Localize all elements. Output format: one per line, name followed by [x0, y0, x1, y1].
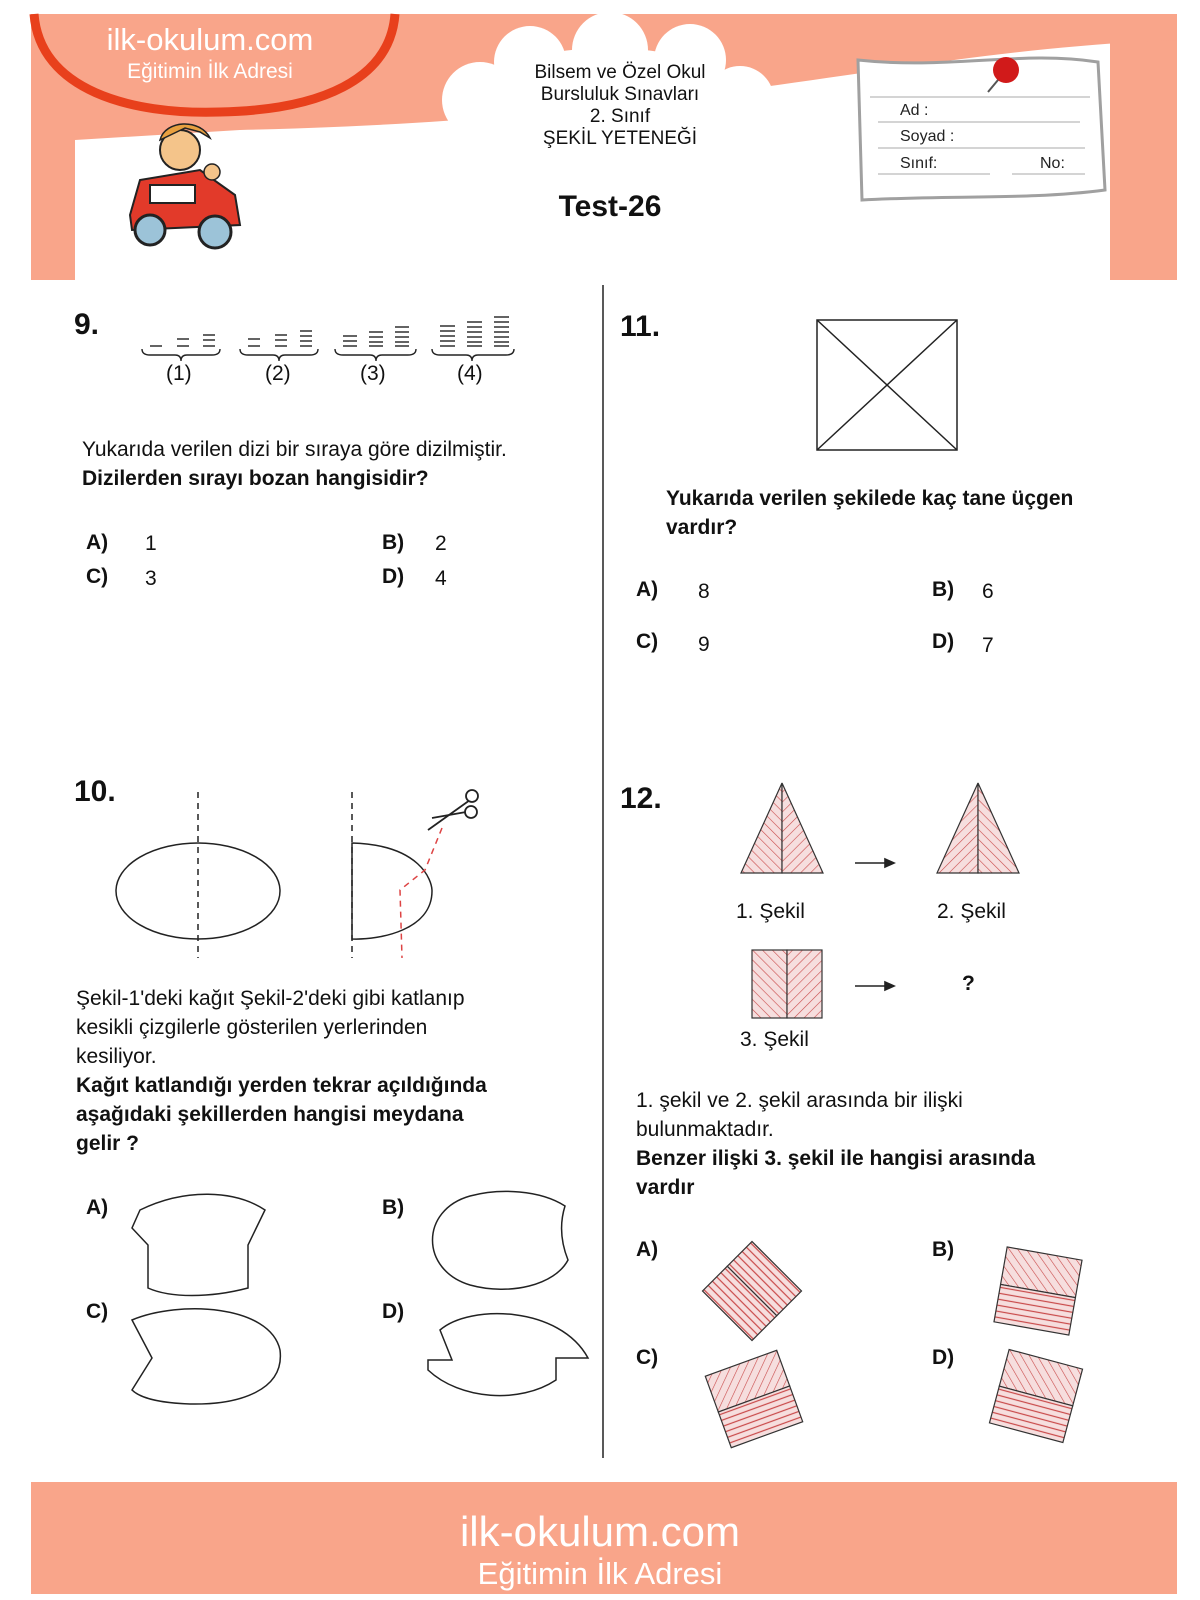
q11-option-b-letter[interactable]: B) [932, 578, 955, 601]
q12-text-line: 1. şekil ve 2. şekil arasında bir ilişki [636, 1089, 963, 1112]
q9-text: Yukarıda verilen dizi bir sıraya göre dizilmiştir. [82, 438, 507, 461]
card-no-label: No: [1040, 155, 1065, 172]
q9-option-d-letter[interactable]: D) [382, 565, 405, 588]
q10-figure-2 [352, 792, 442, 958]
student-card [858, 57, 1105, 200]
q11-number: 11. [620, 310, 661, 343]
card-ad-label: Ad : [900, 102, 929, 119]
q10-text-line: kesiliyor. [76, 1045, 157, 1068]
q12-figure-2 [937, 783, 1019, 873]
q9-option-b-letter[interactable]: B) [382, 531, 405, 554]
q10-option-b[interactable]: B) [382, 1196, 405, 1219]
q12-figure-1 [741, 783, 823, 873]
logo-slogan: Eğitimin İlk Adresi [127, 60, 293, 83]
q9-number: 9. [74, 308, 100, 341]
q12-fig1-label: 1. Şekil [736, 900, 805, 923]
q12-fig2-label: 2. Şekil [937, 900, 1006, 923]
q10-option-a-shape [132, 1194, 265, 1295]
cloud-line: Bursluluk Sınavları [540, 84, 700, 105]
q12-fig3-label: 3. Şekil [740, 1028, 809, 1051]
q11-option-a-letter[interactable]: A) [636, 578, 659, 601]
q9-line-groups [142, 317, 514, 361]
card-soyad-label: Soyad : [900, 128, 955, 145]
scissors-icon [428, 790, 478, 830]
q10-figure-1 [116, 792, 280, 958]
q12-arrows [855, 859, 894, 990]
q11-option-d-letter[interactable]: D) [932, 630, 955, 653]
q9-group-label: (1) [166, 362, 192, 385]
q12-option-b[interactable]: B) [932, 1238, 955, 1261]
cloud-line: ŞEKİL YETENEĞİ [542, 128, 698, 149]
q9-option-d-value: 4 [435, 567, 447, 590]
q11-option-d-value: 7 [982, 634, 994, 657]
q10-question-line: gelir ? [76, 1132, 140, 1155]
q9-option-b-value: 2 [435, 532, 447, 555]
q11-option-c-value: 9 [698, 633, 710, 656]
q10-option-c[interactable]: C) [86, 1300, 109, 1323]
q9-option-a-letter[interactable]: A) [86, 531, 109, 554]
footer-site-name: ilk-okulum.com [459, 1508, 741, 1555]
q10-option-b-shape [433, 1191, 569, 1289]
q12-text-line: bulunmaktadır. [636, 1118, 774, 1141]
q9-question: Dizilerden sırayı bozan hangisidir? [82, 467, 429, 490]
q10-question-line: Kağıt katlandığı yerden tekrar açıldığında [76, 1074, 487, 1097]
q10-option-d[interactable]: D) [382, 1300, 405, 1323]
q12-option-c-shape [705, 1350, 802, 1447]
pushpin-icon [993, 57, 1019, 83]
q12-question-line: vardır [636, 1176, 695, 1199]
q12-option-c[interactable]: C) [636, 1346, 659, 1369]
q9-group-label: (3) [360, 362, 386, 385]
q9-group-label: (2) [265, 362, 291, 385]
q12-figure-3 [752, 950, 822, 1018]
q10-number: 10. [74, 775, 116, 808]
logo-site-name: ilk-okulum.com [106, 22, 314, 57]
cloud-line: Bilsem ve Özel Okul [534, 62, 706, 83]
test-title: Test-26 [558, 190, 662, 223]
q10-question-line: aşağıdaki şekillerden hangisi meydana [76, 1103, 464, 1126]
q12-unknown: ? [962, 972, 975, 995]
q10-option-d-shape [428, 1314, 588, 1396]
q11-option-b-value: 6 [982, 580, 994, 603]
q9-group-label: (4) [457, 362, 483, 385]
q10-text-line: kesikli çizgilerle gösterilen yerlerinden [76, 1016, 428, 1039]
q12-option-b-shape [994, 1247, 1082, 1335]
cloud-text [470, 62, 770, 150]
q11-option-a-value: 8 [698, 580, 710, 603]
footer-slogan: Eğitimin İlk Adresi [477, 1556, 723, 1591]
q10-text-line: Şekil-1'deki kağıt Şekil-2'deki gibi katlanıp [76, 987, 465, 1010]
card-sinif-label: Sınıf: [900, 155, 938, 172]
q12-question-line: Benzer ilişki 3. şekil ile hangisi arasında [636, 1147, 1036, 1170]
q9-option-c-value: 3 [145, 567, 157, 590]
q9-option-a-value: 1 [145, 532, 157, 555]
q11-option-c-letter[interactable]: C) [636, 630, 659, 653]
q12-option-a-shape [703, 1242, 802, 1341]
q11-question-line: vardır? [666, 516, 738, 539]
q11-square-figure [817, 320, 957, 450]
q11-question-line: Yukarıda verilen şekilede kaç tane üçgen [666, 487, 1074, 510]
q12-option-a[interactable]: A) [636, 1238, 659, 1261]
q10-option-a[interactable]: A) [86, 1196, 109, 1219]
q12-option-d[interactable]: D) [932, 1346, 955, 1369]
cloud-line: 2. Sınıf [589, 106, 651, 127]
q9-option-c-letter[interactable]: C) [86, 565, 109, 588]
q12-option-d-shape [989, 1349, 1082, 1442]
q10-option-c-shape [132, 1309, 280, 1404]
q12-number: 12. [620, 782, 662, 815]
